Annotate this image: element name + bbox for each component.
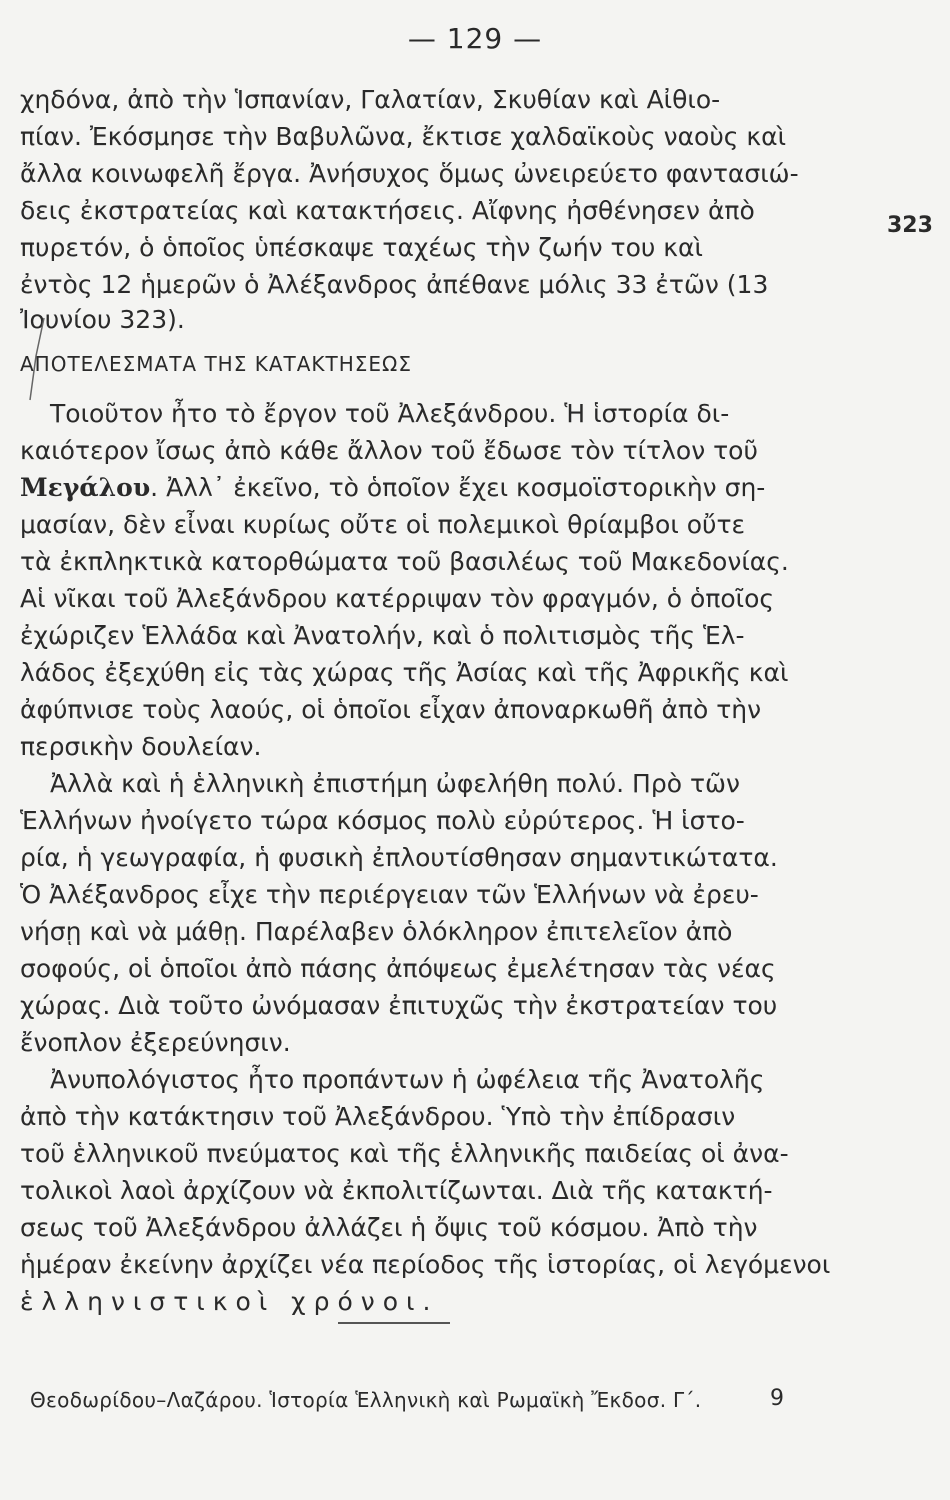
text-line: Ἰουνίου 323). <box>20 305 185 334</box>
text-line: Ὁ Ἀλέξανδρος εἶχε τὴν περιέργειαν τῶν Ἑλλήνων νὰ ἐρευ- <box>20 880 759 909</box>
bold-title-word: Μεγάλου <box>20 473 151 502</box>
text-line: πίαν. Ἐκόσμησε τὴν Βαβυλῶνα, ἔκτισε χαλδαϊκοὺς ναοὺς καὶ <box>20 122 787 151</box>
text-line: Ἑλλήνων ἠνοίγετο τώρα κόσμος πολὺ εὐρύτερος. Ἡ ἱστο- <box>20 806 745 835</box>
text-line: μασίαν, δὲν εἶναι κυρίως οὔτε οἱ πολεμικοὶ θρίαμβοι οὔτε <box>20 510 746 539</box>
text-line: ρία, ἡ γεωγραφία, ἡ φυσικὴ ἐπλουτίσθησαν σημαντικώτατα. <box>20 843 778 872</box>
text-line: καιότερον ἴσως ἀπὸ κάθε ἄλλον τοῦ ἔδωσε τὸν τίτλον τοῦ <box>20 436 758 465</box>
text-line: ἡμέραν ἐκείνην ἀρχίζει νέα περίοδος τῆς ἱστορίας, οἱ λεγόμενοι <box>20 1250 831 1279</box>
text-line: σοφούς, οἱ ὁποῖοι ἀπὸ πάσης ἀπόψεως ἐμελέτησαν τὰς νέας <box>20 954 776 983</box>
text-line: τὰ ἐκπληκτικὰ κατορθώματα τοῦ βασιλέως τοῦ Μακεδονίας. <box>20 547 789 576</box>
text-line: σεως τοῦ Ἀλεξάνδρου ἀλλάζει ἡ ὄψις τοῦ κόσμου. Ἀπὸ τὴν <box>20 1213 758 1242</box>
text-line: ἀφύπνισε τοὺς λαούς, οἱ ὁποῖοι εἶχαν ἀποναρκωθῆ ἀπὸ τὴν <box>20 695 762 724</box>
text-line <box>20 470 800 506</box>
footer-divider <box>338 1322 450 1324</box>
section-heading: ΑΠΟΤΕΛΕΣΜΑΤΑ ΤΗΣ ΚΑΤΑΚΤΗΣΕΩΣ <box>20 352 412 376</box>
text-line: ἔνοπλον ἐξερεύνησιν. <box>20 1028 291 1057</box>
text-line: Τοιοῦτον ἦτο τὸ ἔργον τοῦ Ἀλεξάνδρου. Ἡ ἱστορία δι- <box>50 399 730 428</box>
page-number: — 129 — <box>407 22 543 55</box>
text-line: Ἀλλὰ καὶ ἡ ἑλληνικὴ ἐπιστήμη ὠφελήθη πολύ. Πρὸ τῶν <box>50 769 740 798</box>
margin-year-note: 323 <box>887 213 933 238</box>
text-line: Ἀνυπολόγιστος ἦτο προπάντων ἡ ὠφέλεια τῆς Ἀνατολῆς <box>50 1065 765 1094</box>
text-line: ἐχώριζεν Ἑλλάδα καὶ Ἀνατολήν, καὶ ὁ πολιτισμὸς τῆς Ἑλ- <box>20 621 745 650</box>
text-line: νήσῃ καὶ νὰ μάθῃ. Παρέλαβεν ὁλόκληρον ἐπιτελεῖον ἀπὸ <box>20 917 733 946</box>
text-line: περσικὴν δουλείαν. <box>20 732 262 761</box>
text-line: τοῦ ἑλληνικοῦ πνεύματος καὶ τῆς ἑλληνικῆς παιδείας οἱ ἀνα- <box>20 1139 789 1168</box>
text-line: χηδόνα, ἀπὸ τὴν Ἱσπανίαν, Γαλατίαν, Σκυθίαν καὶ Αἰθιο- <box>20 85 721 114</box>
text-line: ἄλλα κοινωφελῆ ἔργα. Ἀνήσυχος ὅμως ὠνειρεύετο φαντασιώ- <box>20 159 799 188</box>
spaced-text-line: ἑλληνιστικοὶ χρόνοι. <box>20 1287 439 1316</box>
text-line: Αἱ νῖκαι τοῦ Ἀλεξάνδρου κατέρριψαν τὸν φραγμόν, ὁ ὁποῖος <box>20 584 775 613</box>
text-span: . Ἀλλ᾽ ἐκεῖνο, τὸ ὁποῖον ἔχει κοσμοϊστορικὴν ση- <box>150 473 766 502</box>
text-line: λάδος ἐξεχύθη εἰς τὰς χώρας τῆς Ἀσίας καὶ τῆς Ἀφρικῆς καὶ <box>20 658 789 687</box>
text-line: χώρας. Διὰ τοῦτο ὠνόμασαν ἐπιτυχῶς τὴν ἐκστρατείαν του <box>20 991 778 1020</box>
signature-mark: 9 <box>770 1386 784 1411</box>
text-line: δεις ἐκστρατείας καὶ κατακτήσεις. Αἴφνης ἠσθένησεν ἀπὸ <box>20 196 755 225</box>
text-line: πυρετόν, ὁ ὁποῖος ὑπέσκαψε ταχέως τὴν ζωήν του καὶ <box>20 233 703 262</box>
text-line: ἐντὸς 12 ἡμερῶν ὁ Ἀλέξανδρος ἀπέθανε μόλις 33 ἐτῶν (13 <box>20 270 769 299</box>
text-line: τολικοὶ λαοὶ ἀρχίζουν νὰ ἐκπολιτίζωνται. Διὰ τῆς κατακτή- <box>20 1176 773 1205</box>
footer-citation: Θεοδωρίδου–Λαζάρου. Ἱστορία Ἑλληνικὴ καὶ Ρωμαϊκὴ Ἔκδοσ. Γ΄. <box>30 1388 702 1412</box>
text-line: ἀπὸ τὴν κατάκτησιν τοῦ Ἀλεξάνδρου. Ὑπὸ τὴν ἐπίδρασιν <box>20 1102 736 1131</box>
